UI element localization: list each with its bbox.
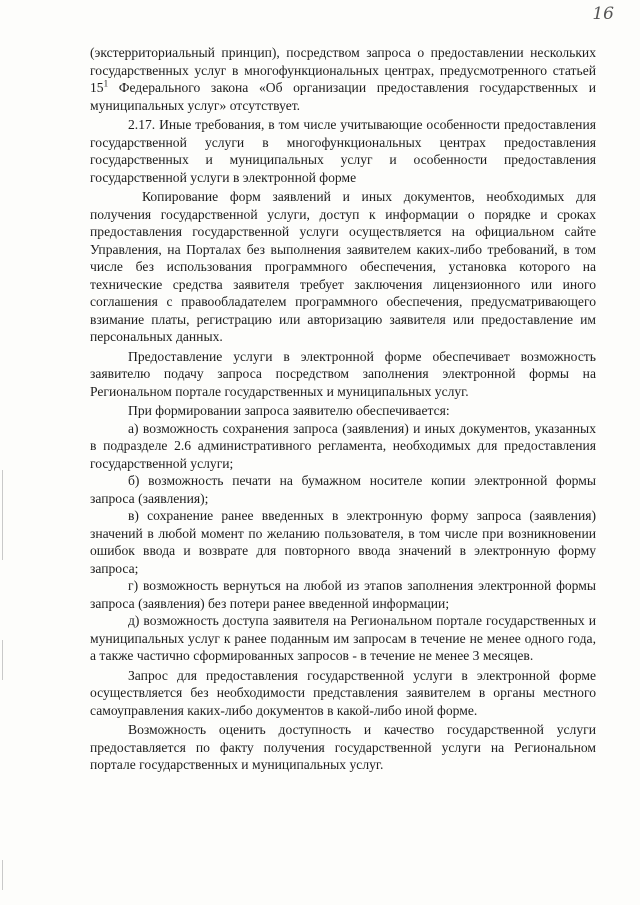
list-item: г) возможность вернуться на любой из этапов заполнения электронной формы запроса (заявления) без потери ранее введенной информации; [90, 578, 596, 611]
list-item: в) сохранение ранее введенных в электронную форму запроса (заявления) значений в любой момент по желанию пользователя, в том числе при возникновении ошибок ввода и возврате для повторного ввода значений в электронную форму запроса; [90, 508, 596, 576]
scan-edge-mark [2, 860, 3, 890]
paragraph: Предоставление услуги в электронной форме обеспечивает возможность заявителю подачу запроса посредством заполнения электронной формы на Региональном портале государственных и муниципальных услуг. [90, 348, 596, 399]
section-2-17-heading: 2.17. Иные требования, в том числе учитывающие особенности предоставления государственной услуги в многофункциональных центрах предоставления государственных и муниципальных услуг и особенности предоставления государственной услуги в электронной форме [90, 117, 596, 185]
paragraph: Возможность оценить доступность и качество государственной услуги предоставляется по факту получения государственной услуги на Региональном портале государственных и муниципальных услуг. [90, 722, 596, 772]
scan-edge-mark [2, 470, 3, 560]
paragraph-continuation: (экстерриториальный принцип), посредством запроса о предоставлении нескольких государственных услуг в многофункциональных центрах, предусмотренного статьей 15$^1$ Федерального закона «Об организации предоставления государственных и муниципальных услуг» отсутствует. [90, 45, 596, 113]
list-item: д) возможность доступа заявителя на Региональном портале государственных и муниципальных услуг к ранее поданным им запросам в течение не менее одного года, а также частично сформированных запросов - в течение не менее 3 месяцев. [90, 613, 596, 663]
list-item: а) возможность сохранения запроса (заявления) и иных документов, указанных в подразделе 2.6 административного регламента, необходимых для предоставления государственной услуги; [90, 420, 596, 471]
paragraph: Запрос для предоставления государственной услуги в электронной форме осуществляется без необходимости представления заявителем в органы местного самоуправления каких-либо документов в какой-либо иной форме. [90, 667, 596, 718]
paragraph: При формировании запроса заявителю обеспечивается: [128, 403, 450, 418]
page-number: 16 [592, 4, 614, 24]
document-body [90, 44, 596, 774]
scan-edge-mark [2, 640, 3, 680]
paragraph: Копирование форм заявлений и иных документов, необходимых для получения государственной услуги, доступ к информации о порядке и сроках предоставления государственной услуги осуществляется на официальном сайте Управления, на Порталах без выполнения заявителем каких-либо требований, в том числе без использования программного обеспечения, установка которого на технические средства заявителя требует заключения лицензионного или иного соглашения с правообладателем программного обеспечения, предусматривающего взимание платы, регистрацию или авторизацию заявителя или предоставление им персональных данных. [90, 189, 596, 344]
footnote-superscript: 1 [103, 78, 109, 89]
list-item: б) возможность печати на бумажном носителе копии электронной формы запроса (заявления); [90, 473, 596, 506]
